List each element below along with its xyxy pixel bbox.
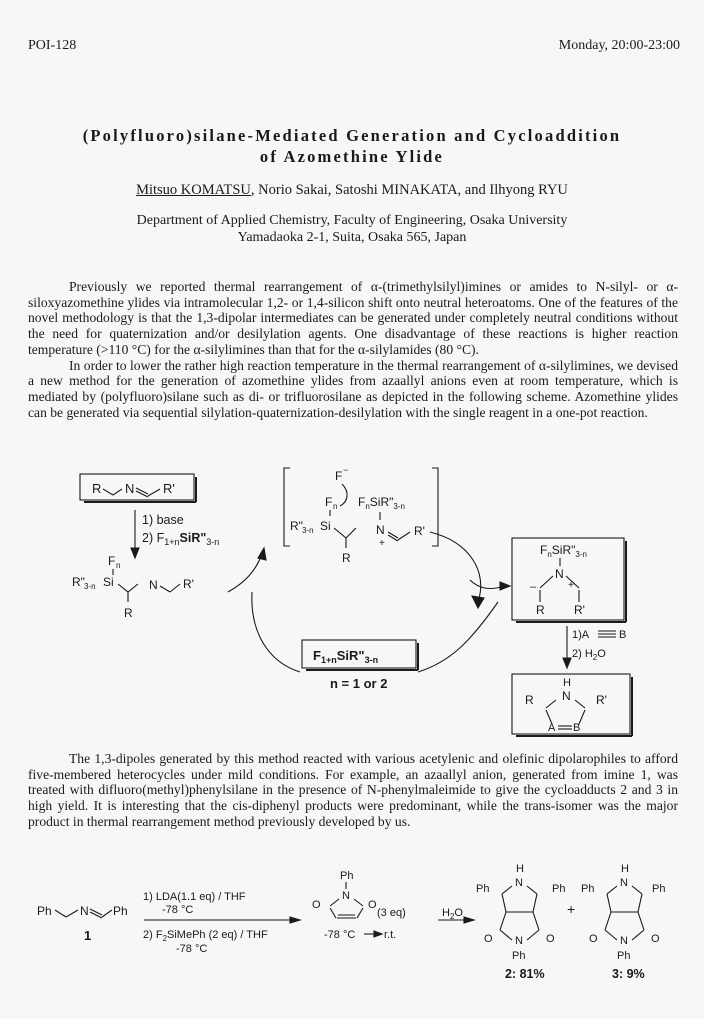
p2-imide-N: N <box>515 935 523 947</box>
affiliation <box>0 212 704 246</box>
mid-n: n <box>333 502 338 511</box>
anion-Si: Si <box>103 575 114 589</box>
maleimide-N: N <box>342 890 350 902</box>
imine-R-prime: R' <box>163 481 175 496</box>
generation-scheme <box>0 462 704 742</box>
product-A: A <box>548 722 556 734</box>
p3-O-left: O <box>589 933 598 945</box>
cond-lda-temp: -78 °C <box>162 904 194 916</box>
title-line-2: of Azomethine Ylide <box>259 147 445 166</box>
anion-R-double-prime: R" <box>72 575 85 589</box>
cond-silane-temp: -78 °C <box>176 943 208 955</box>
title-line-1: (Polyfluoro)silane-Mediated Generation and Cycloaddition <box>82 126 622 145</box>
maleimide-Ph: Ph <box>340 870 354 882</box>
product-N: N <box>562 689 571 703</box>
ylide-R-prime: R' <box>574 603 585 617</box>
reagent-formula: $F_{1+n}SiR"_{3-n}$ <box>313 648 379 665</box>
cond-B: B <box>619 629 627 641</box>
sm-Ph-left: Ph <box>37 904 52 918</box>
session-time: Monday, 20:00-23:00 <box>558 38 680 53</box>
cond-dipolarophile: 1)A <box>572 629 590 641</box>
p3-imide-N: N <box>620 935 628 947</box>
maleimide-O-left: O <box>312 899 321 911</box>
session-code: POI-128 <box>28 38 77 53</box>
ylide-N: N <box>555 567 564 581</box>
anion-3-n: 3-n <box>84 582 96 591</box>
ylide-plus: + <box>568 580 574 591</box>
compound-1-label: 1 <box>84 928 92 943</box>
sm-Ph-right: Ph <box>113 904 128 918</box>
affiliation-line-2: Yamadaoka 2-1, Suita, Osaka 565, Japan <box>237 230 467 245</box>
p2-H: H <box>516 863 524 875</box>
cond-lda: 1) LDA(1.1 eq) / THF <box>143 891 246 903</box>
p2-O-right: O <box>546 933 555 945</box>
mid-F: F <box>325 495 333 509</box>
step-silane: 2) $F_{1+n}SiR"_{3-n}$ <box>142 531 220 547</box>
imine-N: N <box>125 481 135 496</box>
step-base: 1) base <box>142 513 184 527</box>
authors <box>0 182 704 199</box>
mid-R-prime: R' <box>414 524 425 538</box>
results-text <box>28 751 678 830</box>
cond-temp: -78 °C <box>324 929 356 941</box>
mid-R: R <box>342 551 351 565</box>
ylide-silyl: $F_nSiR"_{3-n}$ <box>540 543 587 559</box>
p2-Ph-right: Ph <box>552 883 566 895</box>
product-R: R <box>525 693 534 707</box>
p3-N: N <box>620 877 628 889</box>
mid-3-n: 3-n <box>302 526 314 535</box>
imine-R: R <box>92 481 102 496</box>
sm-N: N <box>80 904 89 918</box>
svg-text:−: − <box>343 465 349 475</box>
cond-silane: 2) $F_2SiMePh$ (2 eq) / THF <box>143 929 268 943</box>
mid-F-silyl: $F_nSiR"_{3-n}$ <box>358 495 405 511</box>
yield-3: 3: 9% <box>612 967 645 981</box>
mid-Si: Si <box>320 519 331 533</box>
affiliation-line-1: Department of Applied Chemistry, Faculty of Engineering, Osaka University <box>136 213 568 228</box>
ylide-R: R <box>536 603 545 617</box>
n-note: n = 1 or 2 <box>330 676 388 691</box>
p3-H: H <box>621 863 629 875</box>
co-authors: , Norio Sakai, Satoshi MINAKATA, and Ilhyong RYU <box>250 182 568 198</box>
p3-O-right: O <box>651 933 660 945</box>
ylide-minus: – <box>530 581 537 593</box>
fluoride: F <box>335 469 343 483</box>
p3-Ph-right: Ph <box>652 883 666 895</box>
p3-imide-Ph: Ph <box>617 950 631 962</box>
anion-F: F <box>108 554 116 568</box>
yield-2: 2: 81% <box>505 967 545 981</box>
p2-N: N <box>515 877 523 889</box>
mid-N: N <box>376 523 385 537</box>
anion-R: R <box>124 606 133 620</box>
maleimide-O-right: O <box>368 899 377 911</box>
paragraph-2: In order to lower the rather high reaction temperature in the thermal rearrangement of α-silylimines, we devised a new method for the generation of azomethine ylides from azaallyl anions even at room temperature, which is mediated by (polyfluoro)silane such as di- or trifluorosilane as depicted in the following scheme. Azomethine ylides can be generated via sequential silylation-quaternization-desilylation with the single reagent in a one-pot reaction. <box>28 357 678 420</box>
intro-text <box>28 279 678 420</box>
product-H: H <box>563 677 571 689</box>
paragraph-3: The 1,3-dipoles generated by this method reacted with various acetylenic and olefinic dipolarophiles to afford five-membered heterocycles under mild conditions. For example, an azaallyl anion, generated from imine 1, was treated with difluoro(methyl)phenylsilane in the presence of N-phenylmaleimide to give the cycloadducts 2 and 3 in high yield. It is interesting that the cis-diphenyl products were predominant, while the trans-isomer was the major product in thermal rearrangement method previously developed by us. <box>28 751 678 829</box>
p2-imide-Ph: Ph <box>512 950 526 962</box>
anion-N: N <box>149 578 158 592</box>
p2-O-left: O <box>484 933 493 945</box>
cycloaddition-scheme <box>0 862 704 1017</box>
mid-plus: + <box>379 538 385 549</box>
p3-Ph-left: Ph <box>581 883 595 895</box>
p2-Ph-left: Ph <box>476 883 490 895</box>
plus-sign: + <box>567 901 576 917</box>
maleimide-equiv: (3 eq) <box>377 907 406 919</box>
presenting-author: Mitsuo KOMATSU <box>136 182 251 198</box>
product-B: B <box>573 722 581 734</box>
product-R-prime: R' <box>596 693 607 707</box>
mid-R-double-prime: R" <box>290 519 303 533</box>
paragraph-1: Previously we reported thermal rearrangement of α-(trimethylsilyl)imines or amides to N-silyl- or α-siloxyazomethine ylides via intramolecular 1,2- or 1,4-silicon shift onto neutral heteroatoms. One of the features of the novel methodology is that the 1,3-dipolar intermediates can be generated under completely neutral conditions without the need for quaternization and/or desilylation agents. One disadvantage of these reactions is higher reaction temperature (>110 °C) for the α-silylimines than that for the α-silylamides (80 °C). <box>28 279 678 357</box>
anion-R-prime: R' <box>183 577 194 591</box>
cond-room-temp: r.t. <box>384 929 397 941</box>
workup-water: $H_2O$ <box>442 907 463 921</box>
cond-water: 2) $H_2O$ <box>572 648 606 662</box>
anion-n: n <box>116 561 121 570</box>
